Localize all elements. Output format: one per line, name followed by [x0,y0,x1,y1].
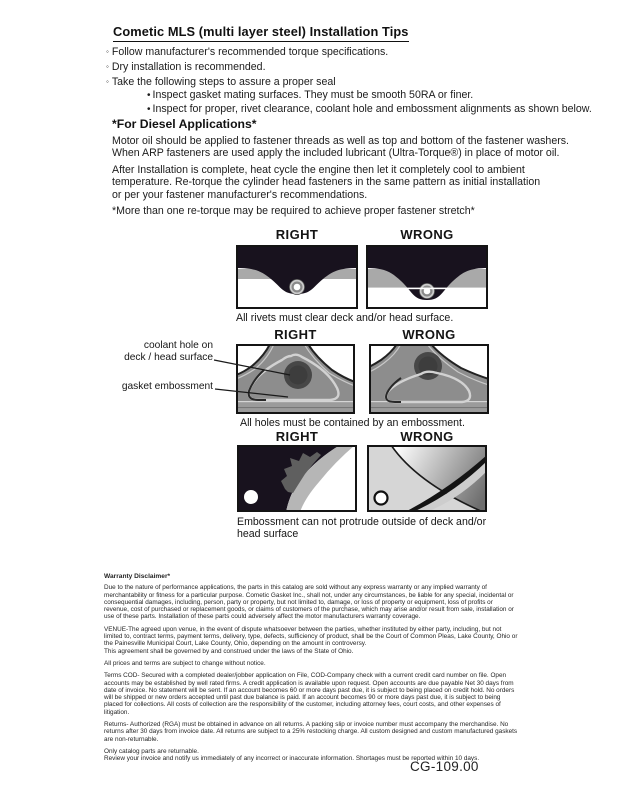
retorque-note: *More than one re-torque may be required to achieve proper fastener stretch* [112,205,475,217]
fig3-wrong-label: WRONG [400,429,454,444]
layer-shadow-line [236,407,355,408]
bullet-text: Inspect for proper, rivet clearance, coolant hole and embossment alignments as shown below. [152,103,592,116]
rivet-right-diagram [236,245,358,309]
bullet-text: Inspect gasket mating surfaces. They must be smooth 50RA or finer. [152,89,474,102]
legal-heading: Warranty Disclaimer* [104,573,171,580]
annotation-line: deck / head surface [124,351,213,363]
legal-paragraph: Only catalog parts are returnable. [104,747,199,755]
bolt-hole-circle [244,490,258,504]
bullet-text: Dry installation is recommended. [111,60,266,73]
sub-bullet-item [106,103,592,117]
fig2-caption: All holes must be contained by an embossment. [240,417,465,429]
gasket-embossment-leader-line [215,389,288,397]
legal-section [104,573,518,763]
paragraph-line: Motor oil should be applied to fastener threads as well as top and bottom of the fastener washers. [112,135,569,147]
legal-paragraph: This agreement shall be governed by and construed under the laws of the State of Ohio. [104,647,354,655]
legal-paragraph: Terms COD- Secured with a completed dealer/jobber application on File, COD-Company check with a current credit card number on file. Open accounts may be established by well rated firms. A credit application is available upon request. Open accounts are due payable Net 30 days from date of invoice. No statement will be sent. If an account becomes 60 or more days past due, it is subject to being placed on credit hold. No orders will be shipped or new orders accepted until past due balance is paid. If an account becomes 90 or more days past due, it is subject to being placed for collections. All costs of collection are the responsibility of the customer, including attorney fees, court costs, and other expenses of litigation. [104,672,515,716]
protrusion-right-diagram [237,445,357,512]
legal-paragraph: All prices and terms are subject to change without notice. [104,659,266,667]
embossment-wrong-diagram [369,344,489,414]
fig3-caption: Embossment can not protrude outside of deck and/or head surface [237,516,487,540]
dot-bullet-icon: • [147,104,151,116]
fig2-wrong-label: WRONG [402,327,456,342]
diesel-heading: *For Diesel Applications* [112,117,257,131]
annotation-line: coolant hole on [143,340,213,351]
annotation-leader-lines [140,352,302,402]
diesel-paragraph-1 [112,135,569,160]
bullet-item [106,75,592,90]
legal-paragraph: VENUE-The agreed upon venue, in the event of dispute whatsoever between the parties, whether instituted by either party, including, but not limited to, contract terms, payment terms, delivery, type, defects, sufficiency of product, shall be the Court of Common Pleas, Lake County, Ohio or the Painesville Municipal Court, Lake County, Ohio, depending on the amount in controversy. [104,625,518,648]
legal-paragraph: Review your invoice and notify us immediately of any incorrect or inaccurate information. Shortages must be reported within 10 days. [104,755,480,763]
rivet-wrong-diagram [366,245,488,309]
dot-bullet-icon: • [147,90,151,102]
page-code: CG-109.00 [410,759,479,774]
circle-bullet-icon: ◦ [106,61,109,71]
rivet-center [293,283,302,292]
fig1-right-label: RIGHT [275,227,319,242]
protrusion-wrong-diagram [367,445,487,512]
paragraph-line: or per your fastener manufacturer's recommendations. [112,188,368,201]
paragraph-line: When ARP fasteners are used apply the included lubricant (Ultra-Torque®) in place of motor oil. [112,147,560,160]
page-title: Cometic MLS (multi layer steel) Installation Tips [113,24,409,42]
bullet-text: Take the following steps to assure a proper seal [111,75,336,88]
deck-line-through-rivet [368,288,486,290]
paragraph-line: After Installation is complete, heat cycle the engine then let it completely cool to ambient [112,164,525,176]
diesel-paragraph-2 [112,164,540,201]
circle-bullet-icon: ◦ [106,76,109,86]
circle-bullet-icon: ◦ [106,47,109,56]
fig3-right-label: RIGHT [275,429,319,444]
coolant-hole-leader-line [214,360,290,375]
fig2-right-label: RIGHT [274,327,317,342]
paragraph-line: temperature. Re-torque the cylinder head fasteners in the same pattern as initial installation [112,176,541,189]
bullet-text: Follow manufacturer's recommended torque specifications. [111,46,389,58]
legal-paragraph: Due to the nature of performance applications, the parts in this catalog are sold without any express warranty or any implied warranty of merchantability or fitness for a particular purpose. Cometic Gasket Inc., shall not, under any circumstances, be liable for any special, incidental or consequential damages, including, person, party or property, but not limited to, damage, or loss of property or equipment, loss of profits or revenue, cost of purchased or replacement goods, or claims of customers of the purchase, which may arise and/or result from sale, installation or use of these parts. Installation of these parts could adversely affect the motor manufacturers warranty coverage. [104,584,514,621]
gasket-embossment-annotation: gasket embossment [121,381,213,392]
bullet-item [106,45,592,60]
tips-list [106,45,592,117]
fig1-wrong-label: WRONG [400,227,454,242]
bolt-hole-circle [375,492,388,505]
bullet-item [106,60,592,75]
sub-bullet-item [106,89,592,103]
layer-shadow-line [369,407,489,408]
title-wrap [113,23,409,42]
fig1-caption: All rivets must clear deck and/or head surface. [236,312,454,324]
legal-paragraph: Returns- Authorized (RGA) must be obtained in advance on all returns. A packing slip or invoice number must accompany the merchandise. No returns after 30 days from invoice date. All returns are subject to a 25% restocking charge. All custom designed and custom manufactured gaskets are non-returnable. [104,721,518,743]
